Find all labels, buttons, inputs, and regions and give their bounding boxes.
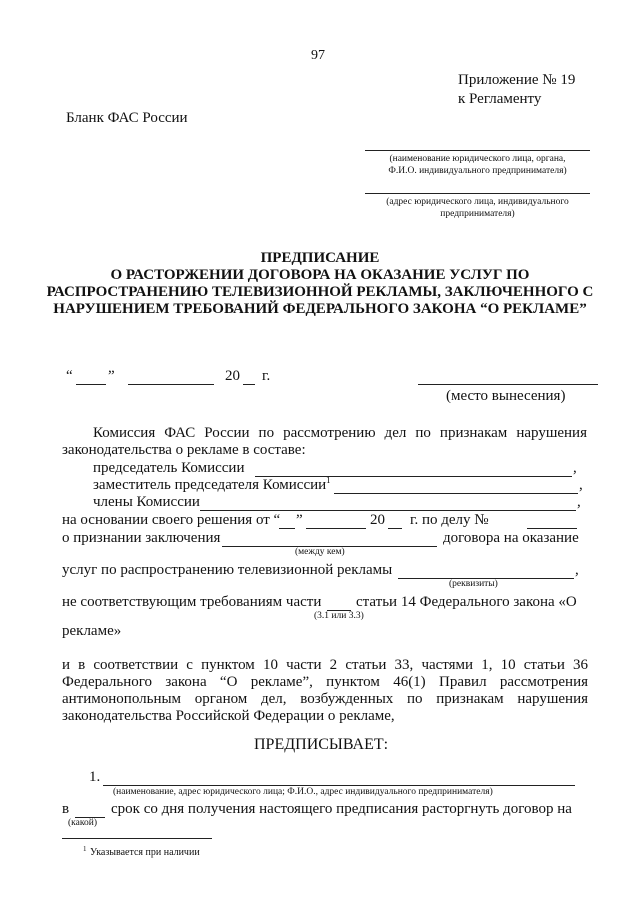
footnote-separator (62, 838, 212, 839)
accordance-line-3: антимонопольным органом дел, возбужденных по признакам нарушения (62, 691, 588, 707)
members-label: члены Комиссии (93, 494, 200, 510)
date-year-suffix: г. (262, 368, 271, 384)
members-comma: , (577, 494, 581, 510)
page-number: 97 (311, 48, 325, 63)
date-open-quote: “ (66, 368, 73, 384)
place-line (418, 384, 598, 385)
basis-close-quote: ” (296, 512, 303, 528)
accordance-line-1: и в соответствии с пунктом 10 части 2 статьи 33, частями 1, 10 статьи 36 (62, 657, 588, 673)
basis-day-line (279, 528, 295, 529)
between-caption: (между кем) (295, 547, 345, 557)
place-caption: (место вынесения) (446, 388, 566, 404)
date-month-line (128, 384, 214, 385)
blank-label: Бланк ФАС России (66, 110, 188, 126)
item-1-line (103, 785, 575, 786)
date-close-quote: ” (108, 368, 115, 384)
chairman-comma: , (573, 460, 577, 476)
noncompliant-text-2: статьи 14 Федерального закона «О (356, 594, 577, 610)
basis-month-line (306, 528, 366, 529)
term-text: срок со дня получения настоящего предписания расторгнуть договор на (111, 801, 572, 817)
recipient-address-line (365, 193, 590, 194)
recipient-name-line (365, 150, 590, 151)
footnote-mark: 1 (326, 475, 331, 485)
title-line-3: РАСПРОСТРАНЕНИЮ ТЕЛЕВИЗИОННОЙ РЕКЛАМЫ, ЗАКЛЮЧЕННОГО С (46, 284, 594, 300)
noncompliant-text-1: не соответствующим требованиям части (62, 594, 322, 610)
accordance-line-2: Федерального закона “О рекламе”, пунктом 46(1) Правил рассмотрения (62, 674, 588, 690)
date-year-line (243, 384, 255, 385)
footnote-text: Указывается при наличии (90, 847, 200, 858)
contract-on-text: договора на оказание (443, 530, 579, 546)
basis-text-2: г. по делу № (410, 512, 489, 528)
services-comma: , (575, 562, 579, 578)
chairman-label: председатель Комиссии (93, 460, 245, 476)
recipient-name-caption-1: (наименование юридического лица, органа, (389, 154, 566, 164)
members-line (200, 510, 576, 511)
recipient-name-caption-2: Ф.И.О. индивидуального предпринимателя) (388, 166, 567, 176)
appendix-line-2: к Регламенту (458, 91, 542, 107)
recipient-address-caption-2: предпринимателя) (440, 209, 515, 219)
term-prefix: в (62, 801, 70, 817)
deputy-comma: , (579, 477, 583, 493)
part-caption: (3.1 или 3.3) (314, 611, 364, 621)
advertising-close: рекламе» (62, 623, 122, 639)
item-1-caption: (наименование, адрес юридического лица; Ф.И.О., адрес индивидуального предпринимателя) (113, 787, 493, 797)
recognition-text: о признании заключения (62, 530, 221, 546)
intro-line-2: законодательства о рекламе в составе: (62, 442, 306, 458)
recipient-address-caption-1: (адрес юридического лица, индивидуального (386, 197, 569, 207)
appendix-line-1: Приложение № 19 (458, 72, 576, 88)
title-line-2: О РАСТОРЖЕНИИ ДОГОВОРА НА ОКАЗАНИЕ УСЛУГ ПО (110, 267, 530, 283)
basis-text-1: на основании своего решения от “ (62, 512, 281, 528)
title-line-1: ПРЕДПИСАНИЕ (260, 250, 380, 266)
which-caption: (какой) (68, 818, 97, 828)
deputy-label: заместитель председателя Комиссии (93, 477, 327, 493)
date-day-line (76, 384, 106, 385)
details-caption: (реквизиты) (449, 579, 498, 589)
title-line-4: НАРУШЕНИЕМ ТРЕБОВАНИЙ ФЕДЕРАЛЬНОГО ЗАКОНА “О РЕКЛАМЕ” (53, 301, 587, 317)
deputy-line (334, 493, 578, 494)
footnote-mark-bottom: 1 (83, 845, 87, 853)
date-year-prefix: 20 (225, 368, 240, 384)
case-number-line (527, 528, 577, 529)
basis-year-line (388, 528, 402, 529)
intro-line-1: Комиссия ФАС России по рассмотрению дел по признакам нарушения (93, 425, 587, 441)
services-text: услуг по распространению телевизионной рекламы (62, 562, 393, 578)
basis-year-prefix: 20 (370, 512, 385, 528)
item-1-number: 1. (89, 769, 101, 785)
accordance-line-4: законодательства Российской Федерации о рекламе, (62, 708, 395, 724)
orders-heading: ПРЕДПИСЫВАЕТ: (254, 736, 389, 753)
